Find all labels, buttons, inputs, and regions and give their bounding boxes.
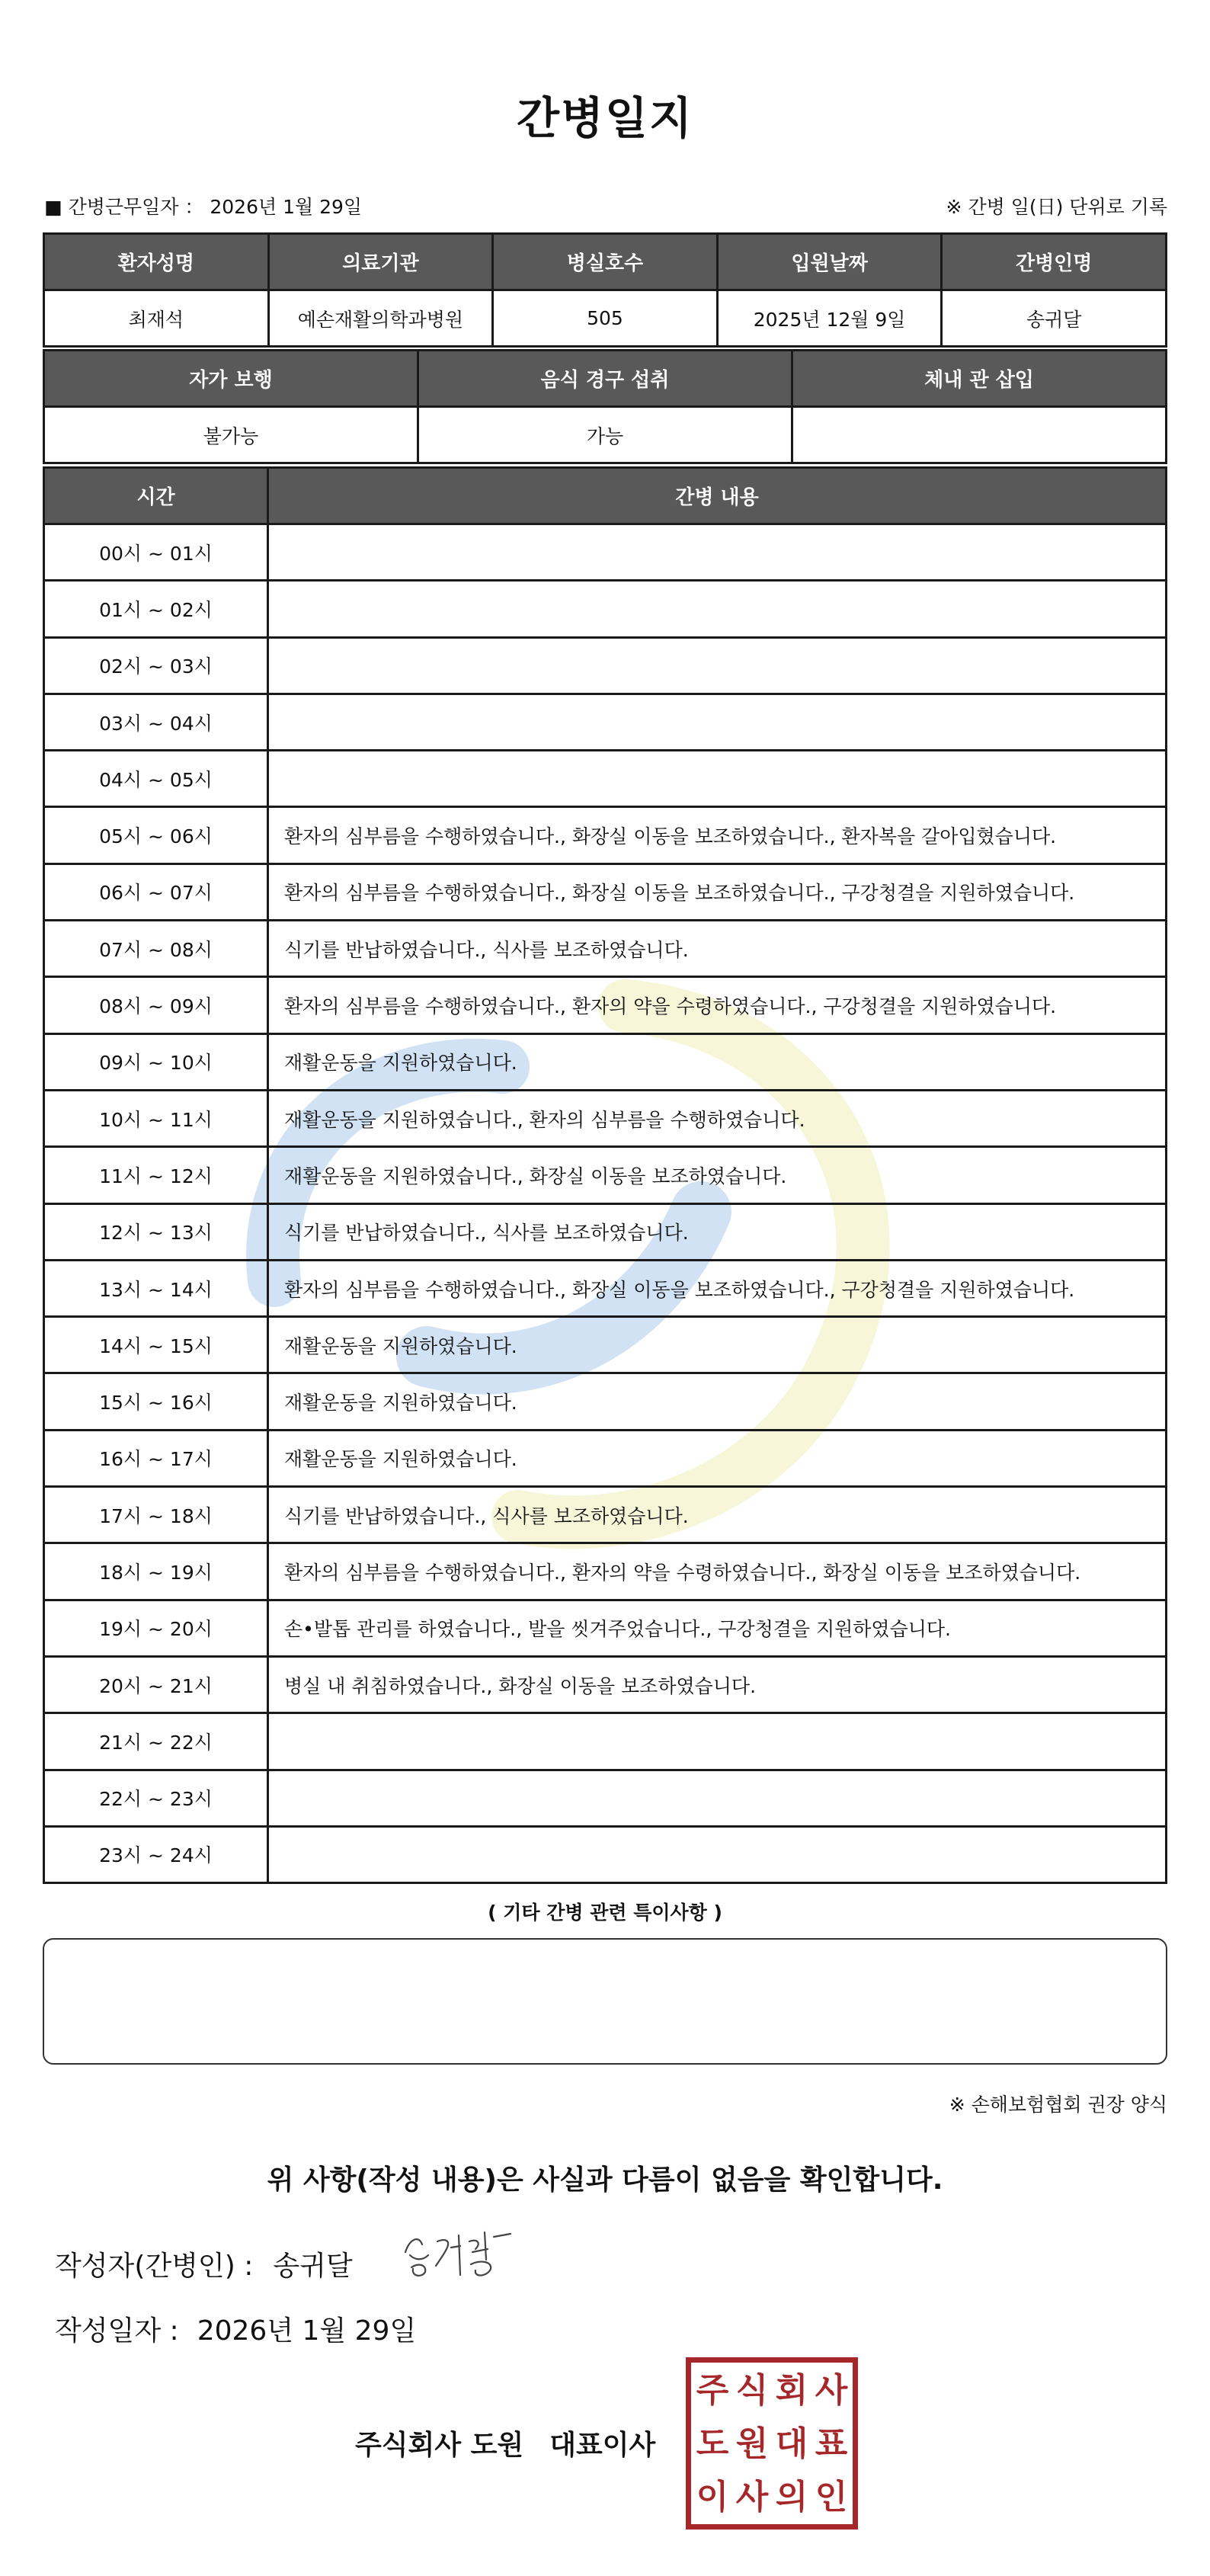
log-row	[44, 694, 1167, 750]
log-content: 재활운동을 지원하였습니다., 환자의 심부름을 수행하였습니다.	[268, 1090, 1167, 1146]
self-walking-value: 불가능	[44, 407, 418, 463]
header-patient-name: 환자성명	[44, 234, 269, 290]
log-time: 10시 ~ 11시	[44, 1090, 268, 1146]
seal-character: 도	[696, 2424, 729, 2463]
log-content: 환자의 심부름을 수행하였습니다., 화장실 이동을 보조하였습니다., 환자복을 갈아입혔습니다.	[268, 807, 1167, 863]
log-content: 환자의 심부름을 수행하였습니다., 환자의 약을 수령하였습니다., 구강청결을 지원하였습니다.	[268, 977, 1167, 1033]
seal-character: 회	[775, 2371, 808, 2410]
care-log-rows	[44, 524, 1167, 1883]
log-row	[44, 1203, 1167, 1260]
tube-insertion-value	[792, 407, 1167, 463]
seal-character: 이	[696, 2478, 729, 2517]
work-date: ■ 간병근무일자 ： 2026년 1월 29일	[44, 196, 363, 218]
log-content: 식기를 반납하였습니다., 식사를 보조하였습니다.	[268, 1487, 1167, 1543]
log-time: 16시 ~ 17시	[44, 1430, 268, 1486]
log-time: 20시 ~ 21시	[44, 1656, 268, 1713]
seal-character: 식	[735, 2371, 769, 2410]
log-content: 환자의 심부름을 수행하였습니다., 화장실 이동을 보조하였습니다., 구강청결을 지원하였습니다.	[268, 1260, 1167, 1316]
caregiver-name: 송귀달	[942, 290, 1167, 347]
log-content	[268, 1770, 1167, 1826]
log-content	[268, 581, 1167, 637]
log-row	[44, 581, 1167, 637]
log-row	[44, 1656, 1167, 1713]
record-unit-note: ※ 간병 일(日) 단위로 기록	[946, 196, 1167, 218]
log-row	[44, 524, 1167, 581]
seal-character: 사	[815, 2371, 848, 2410]
admission-date: 2025년 12월 9일	[717, 290, 942, 347]
log-content	[268, 637, 1167, 694]
written-date-line	[55, 2309, 416, 2348]
log-content: 재활운동을 지원하였습니다.	[268, 1373, 1167, 1430]
log-time: 04시 ~ 05시	[44, 751, 268, 807]
seal-character: 대	[775, 2424, 808, 2463]
log-time: 19시 ~ 20시	[44, 1600, 268, 1656]
log-row	[44, 1600, 1167, 1656]
log-row	[44, 637, 1167, 694]
log-row	[44, 1260, 1167, 1316]
log-content: 병실 내 취침하였습니다., 화장실 이동을 보조하였습니다.	[268, 1656, 1167, 1713]
log-time: 07시 ~ 08시	[44, 921, 268, 977]
company-name: 주식회사 도원	[355, 2430, 524, 2461]
header-caregiver: 간병인명	[942, 234, 1167, 290]
log-time: 03시 ~ 04시	[44, 694, 268, 750]
log-content: 식기를 반납하였습니다., 식사를 보조하였습니다.	[268, 1203, 1167, 1260]
written-date-label: 작성일자 :	[55, 2315, 179, 2347]
notes-box	[43, 1938, 1167, 2065]
log-time: 15시 ~ 16시	[44, 1373, 268, 1430]
log-content	[268, 524, 1167, 581]
log-row	[44, 751, 1167, 807]
header-tube-insertion: 체내 관 삽입	[792, 351, 1167, 407]
log-row	[44, 1826, 1167, 1882]
notes-title: ( 기타 간병 관련 특이사항 )	[488, 1902, 722, 1924]
log-row	[44, 1430, 1167, 1486]
header-oral-intake: 음식 경구 섭취	[418, 351, 792, 407]
log-row	[44, 1543, 1167, 1600]
log-row	[44, 1487, 1167, 1543]
log-content: 환자의 심부름을 수행하였습니다., 화장실 이동을 보조하였습니다., 구강청결을 지원하였습니다.	[268, 863, 1167, 920]
log-row	[44, 1033, 1167, 1090]
document-title: 간병일지	[516, 92, 694, 144]
care-log-table	[43, 466, 1167, 1884]
log-row	[44, 863, 1167, 920]
hospital-name: 예손재활의학과병원	[268, 290, 493, 347]
log-row	[44, 1770, 1167, 1826]
log-content: 손•발톱 관리를 하였습니다., 발을 씻겨주었습니다., 구강청결을 지원하였습니다.	[268, 1600, 1167, 1656]
log-time: 13시 ~ 14시	[44, 1260, 268, 1316]
patient-status-table	[43, 349, 1167, 464]
company-seal-icon	[686, 2357, 858, 2530]
representative-title: 대표이사	[549, 2430, 656, 2461]
writer-line	[55, 2244, 353, 2283]
log-row	[44, 1713, 1167, 1770]
header-care-content: 간병 내용	[268, 468, 1167, 524]
log-time: 11시 ~ 12시	[44, 1147, 268, 1203]
log-content: 환자의 심부름을 수행하였습니다., 환자의 약을 수령하였습니다., 화장실 이동을 보조하였습니다.	[268, 1543, 1167, 1600]
writer-label: 작성자(간병인) :	[55, 2251, 254, 2282]
header-hospital: 의료기관	[268, 234, 493, 290]
log-row	[44, 1373, 1167, 1430]
log-content	[268, 751, 1167, 807]
log-time: 18시 ~ 19시	[44, 1543, 268, 1600]
log-time: 06시 ~ 07시	[44, 863, 268, 920]
log-row	[44, 921, 1167, 977]
log-time: 09시 ~ 10시	[44, 1033, 268, 1090]
writer-name: 송귀달	[273, 2251, 353, 2282]
log-time: 12시 ~ 13시	[44, 1203, 268, 1260]
confirmation-statement: 위 사항(작성 내용)은 사실과 다름이 없음을 확인합니다.	[267, 2164, 943, 2196]
seal-character: 표	[815, 2424, 848, 2463]
room-number: 505	[493, 290, 718, 347]
log-time: 21시 ~ 22시	[44, 1713, 268, 1770]
log-content: 재활운동을 지원하였습니다., 화장실 이동을 보조하였습니다.	[268, 1147, 1167, 1203]
patient-name: 최재석	[44, 290, 269, 347]
log-row	[44, 1090, 1167, 1146]
header-admission-date: 입원날짜	[717, 234, 942, 290]
log-time: 22시 ~ 23시	[44, 1770, 268, 1826]
log-time: 14시 ~ 15시	[44, 1317, 268, 1373]
header-self-walking: 자가 보행	[44, 351, 418, 407]
log-time: 02시 ~ 03시	[44, 637, 268, 694]
log-content	[268, 1713, 1167, 1770]
header-room: 병실호수	[493, 234, 718, 290]
log-row	[44, 977, 1167, 1033]
log-content	[268, 694, 1167, 750]
company-line	[355, 2424, 655, 2462]
log-time: 08시 ~ 09시	[44, 977, 268, 1033]
log-content: 재활운동을 지원하였습니다.	[268, 1430, 1167, 1486]
seal-character: 인	[815, 2478, 848, 2517]
log-content: 식기를 반납하였습니다., 식사를 보조하였습니다.	[268, 921, 1167, 977]
log-row	[44, 1147, 1167, 1203]
log-time: 17시 ~ 18시	[44, 1487, 268, 1543]
seal-character: 주	[696, 2371, 729, 2410]
handwritten-signature-icon	[396, 2222, 518, 2290]
log-content: 재활운동을 지원하였습니다.	[268, 1317, 1167, 1373]
header-time: 시간	[44, 468, 268, 524]
log-time: 00시 ~ 01시	[44, 524, 268, 581]
form-note: ※ 손해보험협회 권장 양식	[949, 2094, 1167, 2116]
log-time: 01시 ~ 02시	[44, 581, 268, 637]
seal-character: 사	[735, 2478, 769, 2517]
seal-character: 원	[735, 2424, 769, 2463]
log-content: 재활운동을 지원하였습니다.	[268, 1033, 1167, 1090]
log-row	[44, 1317, 1167, 1373]
log-row	[44, 807, 1167, 863]
log-content	[268, 1826, 1167, 1882]
oral-intake-value: 가능	[418, 407, 792, 463]
log-time: 23시 ~ 24시	[44, 1826, 268, 1882]
log-time: 05시 ~ 06시	[44, 807, 268, 863]
written-date-value: 2026년 1월 29일	[197, 2315, 417, 2347]
patient-info-table	[43, 232, 1167, 348]
seal-character: 의	[775, 2478, 808, 2517]
